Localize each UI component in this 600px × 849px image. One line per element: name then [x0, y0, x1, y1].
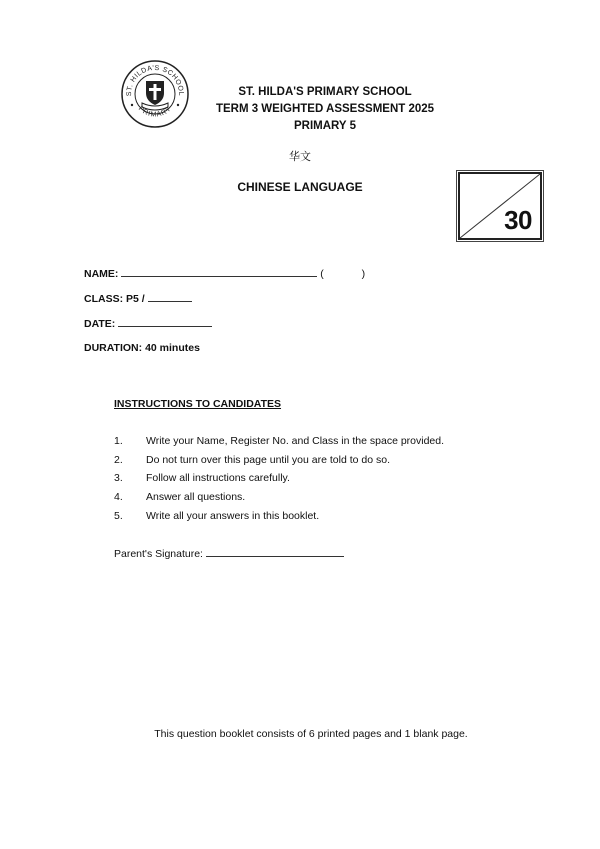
instruction-item: [114, 491, 245, 503]
instruction-number: 5.: [114, 510, 123, 522]
class-field: [84, 291, 192, 305]
subject-chinese: 华文: [289, 151, 311, 163]
date-input-line[interactable]: [118, 316, 212, 327]
register-no-input[interactable]: [327, 267, 359, 277]
date-label: DATE:: [84, 318, 116, 330]
subject-english: CHINESE LANGUAGE: [237, 180, 363, 194]
total-marks: 30: [504, 205, 532, 235]
name-input-line[interactable]: [121, 266, 317, 277]
instruction-item: [114, 472, 290, 484]
instruction-item: [114, 454, 390, 466]
instruction-text: Write your Name, Register No. and Class in the space provided.: [146, 435, 445, 447]
school-crest-logo: [120, 59, 190, 129]
register-close-paren: ): [361, 268, 366, 280]
instruction-number: 3.: [114, 472, 123, 484]
level-title: PRIMARY 5: [294, 120, 356, 132]
duration-field: [84, 342, 200, 354]
duration-label: DURATION:: [84, 342, 143, 354]
instruction-item: [114, 510, 319, 522]
signature-label: Parent's Signature:: [114, 548, 203, 560]
name-label: NAME:: [84, 268, 119, 280]
parent-signature-field: [114, 546, 344, 560]
instruction-number: 1.: [114, 435, 123, 447]
date-field: [84, 316, 212, 330]
class-input-line[interactable]: [148, 291, 192, 302]
svg-text:ST. HILDA'S SCHOOL: ST. HILDA'S SCHOOL: [125, 64, 185, 97]
signature-input-line[interactable]: [206, 546, 344, 557]
duration-value: 40 minutes: [145, 342, 200, 354]
name-field: [84, 266, 365, 280]
instruction-number: 2.: [114, 454, 123, 466]
instruction-text: Write all your answers in this booklet.: [146, 510, 320, 522]
instructions-title: INSTRUCTIONS TO CANDIDATES: [114, 398, 282, 410]
score-box: [458, 172, 542, 240]
instruction-number: 4.: [114, 491, 123, 503]
crest-icon: [120, 59, 190, 129]
svg-text:PRIMARY: PRIMARY: [136, 105, 174, 119]
booklet-page-count-note: This question booklet consists of 6 printed pages and 1 blank page.: [154, 728, 468, 740]
instruction-text: Answer all questions.: [146, 491, 246, 503]
school-name: ST. HILDA'S PRIMARY SCHOOL: [238, 86, 412, 98]
instruction-item: [114, 435, 444, 447]
instruction-text: Follow all instructions carefully.: [146, 472, 290, 484]
instruction-text: Do not turn over this page until you are told to do so.: [146, 454, 390, 466]
class-label: CLASS: P5 /: [84, 293, 145, 305]
register-open-paren: (: [320, 268, 324, 280]
assessment-title: TERM 3 WEIGHTED ASSESSMENT 2025: [215, 103, 435, 115]
